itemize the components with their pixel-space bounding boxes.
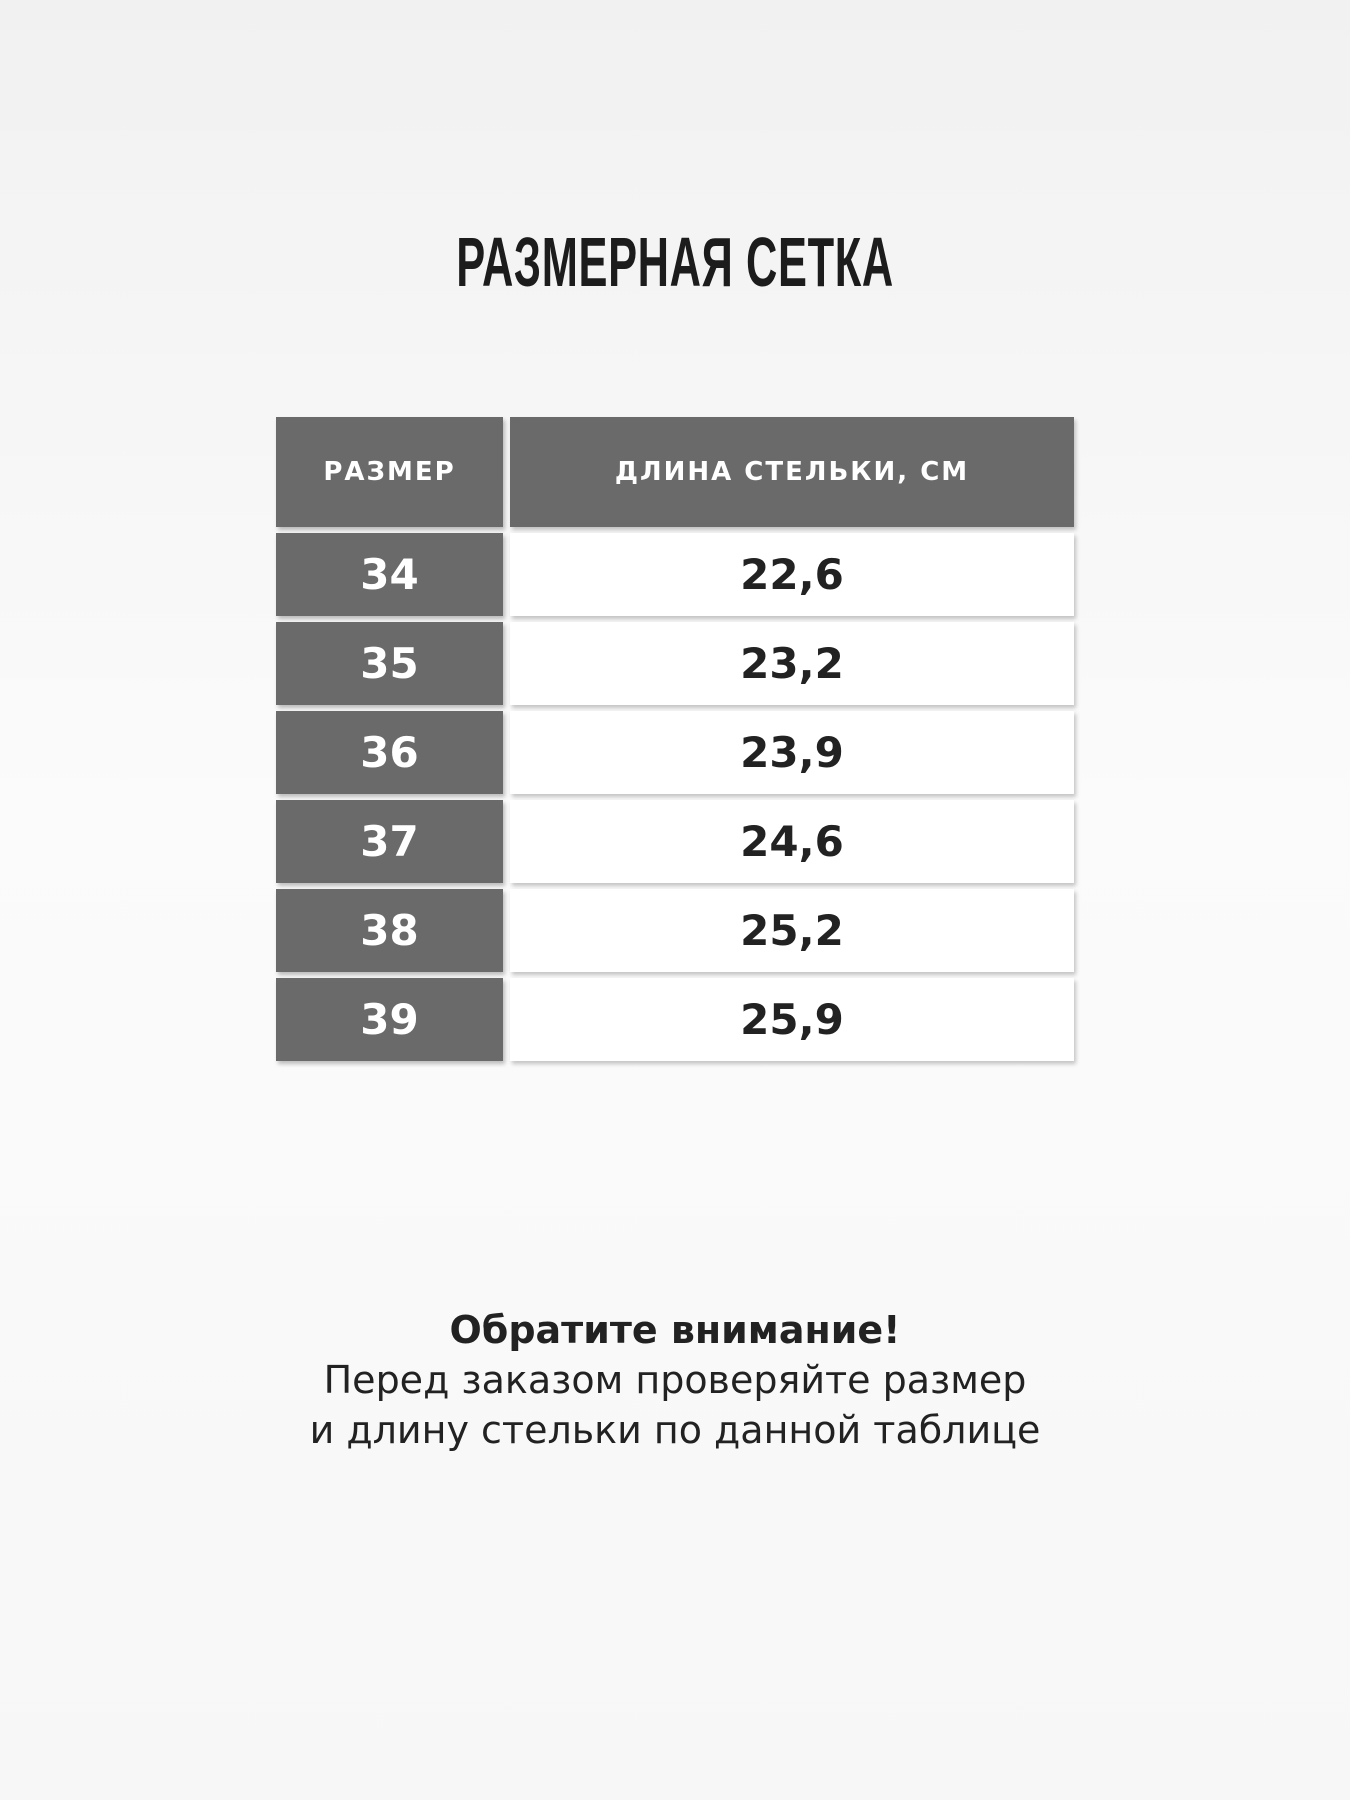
header-size: РАЗМЕР <box>276 417 503 527</box>
length-cell: 25,9 <box>510 978 1074 1061</box>
table-row <box>276 800 1074 883</box>
notice-block <box>0 1305 1350 1455</box>
page-title: РАЗМЕРНАЯ СЕТКА <box>456 223 894 301</box>
header-length: ДЛИНА СТЕЛЬКИ, СМ <box>510 417 1074 527</box>
size-cell: 39 <box>276 978 503 1061</box>
table-row <box>276 711 1074 794</box>
notice-line-1: Перед заказом проверяйте размер <box>323 1358 1027 1402</box>
table-header-row <box>276 417 1074 527</box>
length-cell: 23,2 <box>510 622 1074 705</box>
size-cell: 38 <box>276 889 503 972</box>
table-row <box>276 533 1074 616</box>
notice-heading: Обратите внимание! <box>449 1308 901 1352</box>
size-cell: 35 <box>276 622 503 705</box>
size-cell: 36 <box>276 711 503 794</box>
size-table <box>276 417 1074 1067</box>
length-cell: 22,6 <box>510 533 1074 616</box>
table-row <box>276 889 1074 972</box>
length-cell: 25,2 <box>510 889 1074 972</box>
size-cell: 34 <box>276 533 503 616</box>
notice-line-2: и длину стельки по данной таблице <box>309 1408 1041 1452</box>
length-cell: 23,9 <box>510 711 1074 794</box>
length-cell: 24,6 <box>510 800 1074 883</box>
size-cell: 37 <box>276 800 503 883</box>
table-row <box>276 978 1074 1061</box>
table-row <box>276 622 1074 705</box>
